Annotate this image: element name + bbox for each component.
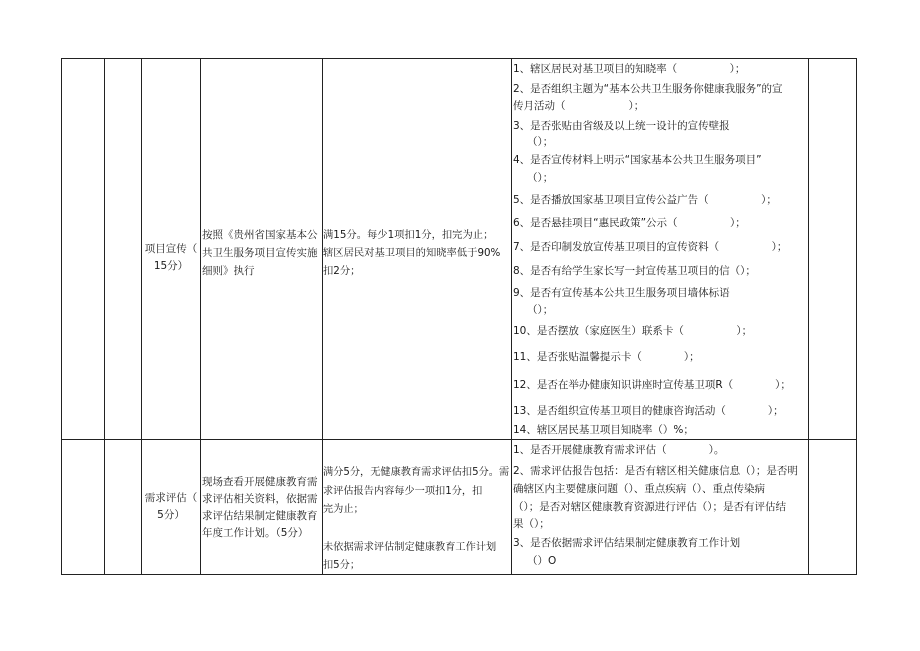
column-divider xyxy=(104,58,105,575)
list-item: （）；是否对辖区健康教育资源进行评估（）；是否有评估结 xyxy=(513,501,786,513)
list-item: 1、是否开展健康教育需求评估（ ）。 xyxy=(513,444,725,456)
list-item: 6、是否悬挂项目“惠民政策”公示（ ）； xyxy=(513,217,746,229)
scoring-cell: 满15分。每少1项扣1分，扣完为止； 辖区居民对基卫项目的知晓率低于90% 扣2分； xyxy=(323,229,501,277)
item-name: 项目宣传（ xyxy=(144,243,198,255)
list-item: 确辖区内主要健康问题（）、重点疾病（）、重点传染病 xyxy=(513,483,765,495)
table-border-right xyxy=(856,58,857,575)
list-item: 8、是否有给学生家长写一封宣传基卫项目的信（）； xyxy=(513,265,756,277)
list-item: 14、辖区居民基卫项目知晓率（）%； xyxy=(513,424,694,436)
list-item: 9、是否有宣传基本公共卫生服务项目墙体标语 xyxy=(513,287,730,299)
list-item: 12、是否在举办健康知识讲座时宣传基卫项R（ ）； xyxy=(513,379,791,391)
row-divider xyxy=(61,439,857,440)
scoring-line: 完为止； xyxy=(323,504,364,515)
list-item: 11、是否张贴温馨提示卡（ ）； xyxy=(513,351,700,363)
table-border-bottom xyxy=(61,574,857,575)
basis-cell: 按照《贵州省国家基本公 共卫生服务项目宣传实施 细则》执行 xyxy=(202,229,318,277)
table-border-top xyxy=(61,58,857,59)
scoring-line: 扣5分； xyxy=(323,560,361,571)
list-item: 7、是否印制发放宣传基卫项目的宣传资料（ ）； xyxy=(513,241,788,253)
scoring-line: 满分5分，无健康教育需求评估扣5分。需 xyxy=(323,467,510,478)
list-item: 5、是否播放国家基卫项目宣传公益广告（ ）； xyxy=(513,194,777,206)
list-item: 果（）； xyxy=(513,518,550,530)
column-divider xyxy=(511,58,512,575)
column-divider xyxy=(200,58,201,575)
list-item: 13、是否组织宣传基卫项目的健康咨询活动（ ）； xyxy=(513,405,784,417)
column-divider xyxy=(808,58,809,575)
list-item: 传月活动（ ）； xyxy=(513,100,645,112)
table-row xyxy=(142,241,200,275)
list-item: （）； xyxy=(527,304,554,316)
list-item: 1、辖区居民对基卫项目的知晓率（ ）； xyxy=(513,63,746,75)
table-border-left xyxy=(61,58,62,575)
table-row xyxy=(142,490,200,524)
list-item: 10、是否摆放（家庭医生）联系卡（ ）； xyxy=(513,325,753,337)
list-item: 4、是否宣传材料上明示“国家基本公共卫生服务项目” xyxy=(513,154,762,166)
list-item: （）； xyxy=(527,172,554,184)
scoring-line: 未依据需求评估制定健康教育工作计划 xyxy=(323,542,497,553)
list-item: （）O xyxy=(527,555,557,567)
basis-cell: 现场查看开展健康教育需 求评估相关资料，依据需 求评估结果制定健康教育 年度工作计划。（5分） xyxy=(202,476,318,539)
item-score: 5分） xyxy=(157,509,185,521)
list-item: 3、是否张贴由省级及以上统一设计的宣传壁报 xyxy=(513,120,730,132)
list-item: 2、是否组织主题为“基本公共卫生服务你健康我服务”的宣 xyxy=(513,83,783,95)
list-item: 3、是否依据需求评估结果制定健康教育工作计划 xyxy=(513,537,741,549)
list-item: 2、需求评估报告包括：是否有辖区相关健康信息（）；是否明 xyxy=(513,465,798,477)
list-item: （）； xyxy=(527,136,554,148)
item-name: 需求评估（ xyxy=(144,492,198,504)
scoring-line: 求评估报告内容每少一项扣1分，扣 xyxy=(323,486,483,497)
item-score: 15分） xyxy=(153,260,189,272)
